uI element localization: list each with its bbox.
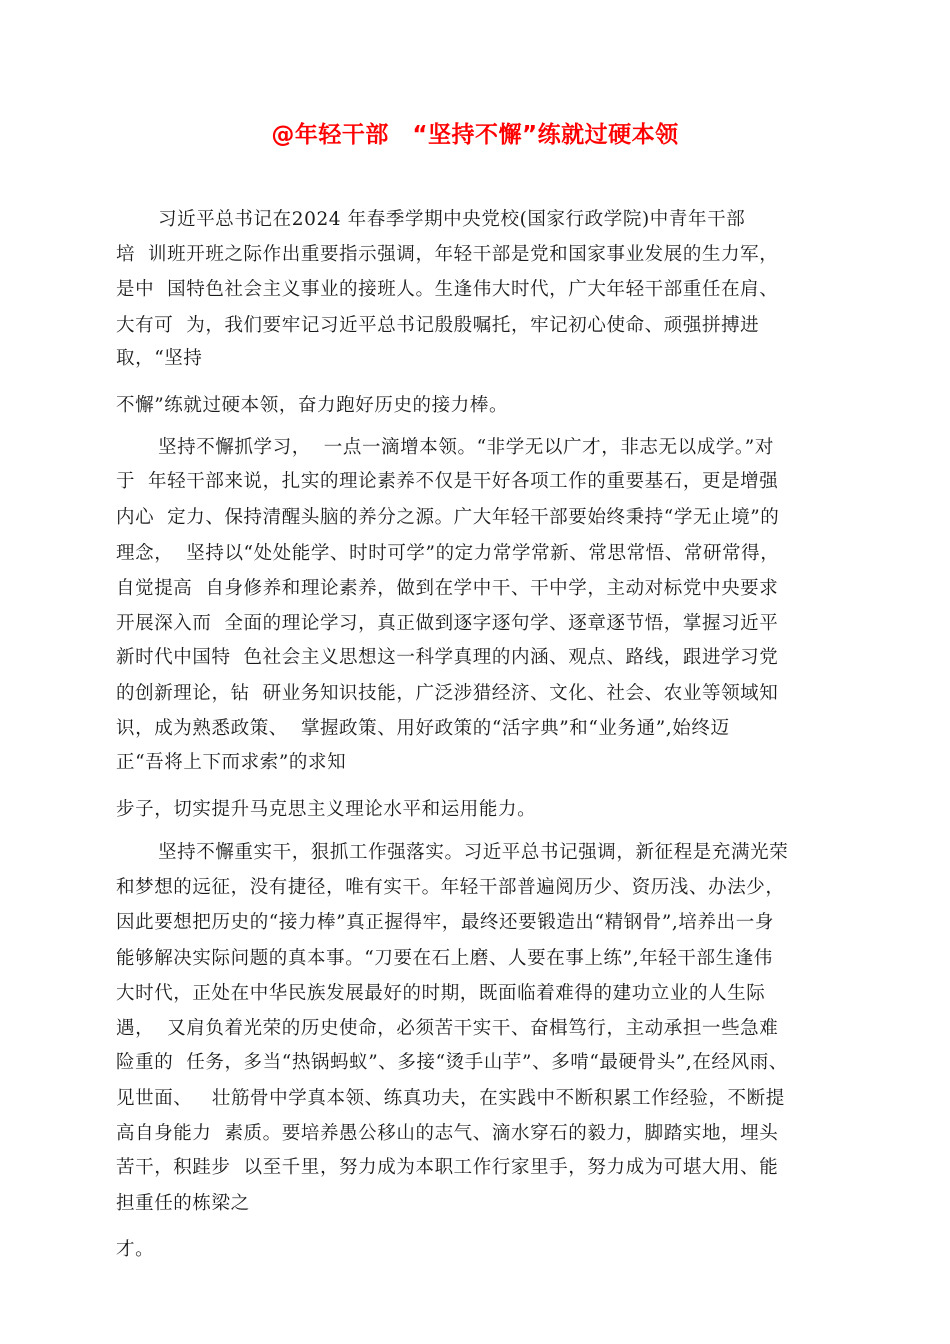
body-line: 苦干，积跬步 以至千里，努力成为本职工作行家里手，努力成为可堪大用、能 (116, 1157, 779, 1178)
body-line: 见世面、 壮筋骨中学真本领、练真功夫，在实践中不断积累工作经验，不断提 (116, 1088, 785, 1109)
body-line: 新时代中国特 色社会主义思想这一科学真理的内涵、观点、路线，跟进学习党 (116, 647, 779, 668)
body-line: 于 年轻干部来说，扎实的理论素养不仅是干好各项工作的重要基石，更是增强 (116, 471, 779, 492)
body-line: 的创新理论，钻 研业务知识技能，广泛涉猎经济、文化、社会、农业等领域知 (116, 683, 779, 704)
body-line: 高自身能力 素质。要培养愚公移山的志气、滴水穿石的毅力，脚踏实地，埋头 (116, 1123, 779, 1144)
body-line: 开展深入而 全面的理论学习，真正做到逐字逐句学、逐章逐节悟，掌握习近平 (116, 613, 779, 634)
body-line: 担重任的栋梁之 (116, 1193, 250, 1214)
body-line: 和梦想的远征，没有捷径，唯有实干。年轻干部普遍阅历少、资历浅、办法少， (116, 877, 785, 898)
body-line: 坚持不懈重实干，狠抓工作强落实。习近平总书记强调，新征程是充满光荣 (158, 842, 789, 863)
body-line: 内心 定力、保持清醒头脑的养分之源。广大年轻干部要始终秉持“学无止境”的 (116, 507, 780, 528)
body-line: 大有可 为，我们要牢记习近平总书记殷殷嘱托，牢记初心使命、顽强拼搏进 (116, 315, 760, 336)
body-line: 取，“坚持 (116, 348, 203, 369)
body-line: 正“吾将上下而求索”的求知 (116, 752, 347, 773)
document-title: @年轻干部 “坚持不懈”练就过硬本领 (271, 122, 679, 148)
body-line: 识，成为熟悉政策、 掌握政策、用好政策的“活字典”和“业务通”,始终迈 (116, 718, 730, 739)
body-line: 习近平总书记在2024 年春季学期中央党校(国家行政学院)中青年干部 (158, 209, 746, 230)
body-line: 是中 国特色社会主义事业的接班人。生逢伟大时代，广大年轻干部重任在肩、 (116, 279, 779, 300)
body-line: 不懈”练就过硬本领，奋力跑好历史的接力棒。 (116, 395, 509, 416)
body-line: 因此要想把历史的“接力棒”真正握得牢，最终还要锻造出“精钢骨”,培养出一身 (116, 912, 774, 933)
body-line: 能够解决实际问题的真本事。“刀要在石上磨、人要在事上练”,年轻干部生逢伟 (116, 948, 773, 969)
body-line: 遇， 又肩负着光荣的历史使命，必须苦干实干、奋楫笃行，主动承担一些急难 (116, 1018, 779, 1039)
body-line: 自觉提高 自身修养和理论素养，做到在学中干、干中学，主动对标党中央要求 (116, 578, 779, 599)
body-line: 理念， 坚持以“处处能学、时时可学”的定力常学常新、常思常悟、常研常得， (116, 543, 780, 564)
body-line: 险重的 任务，多当“热锅蚂蚁”、多接“烫手山芋”、多啃“最硬骨头”,在经风雨、 (116, 1052, 788, 1073)
body-line: 培 训班开班之际作出重要指示强调，年轻干部是党和国家事业发展的生力军， (116, 244, 779, 265)
body-line: 大时代，正处在中华民族发展最好的时期，既面临着难得的建功立业的人生际 (116, 983, 766, 1004)
body-line: 坚持不懈抓学习， 一点一滴增本领。“非学无以广才，非志无以成学。”对 (158, 437, 774, 458)
body-line: 才。 (116, 1239, 155, 1260)
body-line: 步子，切实提升马克思主义理论水平和运用能力。 (116, 799, 537, 820)
